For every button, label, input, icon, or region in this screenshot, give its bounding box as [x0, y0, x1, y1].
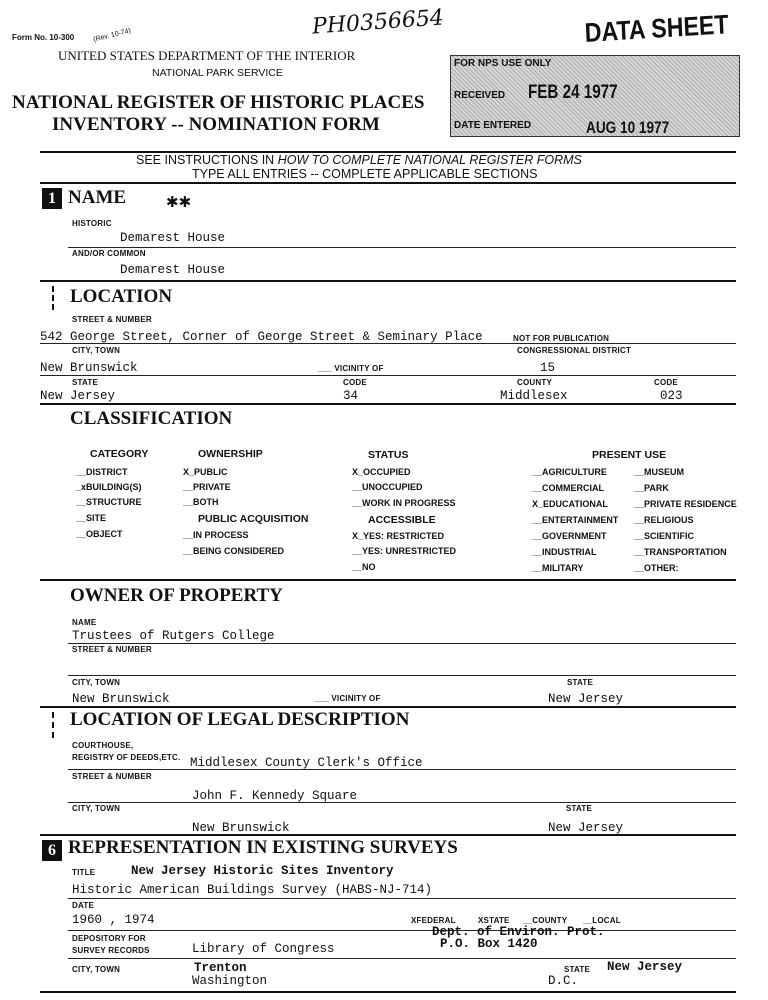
section-title-name: NAME	[68, 187, 127, 208]
status-heading: STATUS	[368, 449, 409, 461]
legal-state-value: New Jersey	[548, 821, 624, 835]
owner-city-value: New Brunswick	[72, 692, 170, 706]
vicinity-label-text: VICINITY OF	[334, 364, 384, 373]
congressional-district-value: 15	[540, 361, 556, 375]
form-number: Form No. 10-300	[12, 33, 75, 42]
survey-date-label: DATE	[72, 901, 94, 910]
rule	[68, 247, 736, 248]
present-use-heading: PRESENT USE	[592, 449, 667, 461]
courthouse-label-1: COURTHOUSE,	[72, 741, 134, 750]
present-use-option: __PRIVATE RESIDENCE	[634, 499, 737, 509]
status-option: __WORK IN PROGRESS	[352, 498, 456, 508]
rule	[68, 643, 736, 644]
acquisition-option: __BEING CONSIDERED	[183, 546, 285, 556]
accessible-option: X_YES: RESTRICTED	[352, 531, 445, 541]
depository-label-1: DEPOSITORY FOR	[72, 934, 146, 943]
survey-title-label: TITLE	[72, 868, 96, 877]
rule	[68, 769, 736, 770]
historic-value: Demarest House	[120, 231, 226, 245]
accessible-heading: ACCESSIBLE	[368, 514, 436, 526]
present-use-option: __COMMERCIAL	[532, 483, 605, 493]
category-heading: CATEGORY	[90, 448, 149, 460]
category-option: __DISTRICT	[76, 467, 128, 477]
section-title-location: LOCATION	[70, 286, 173, 307]
county-code-value: 023	[660, 389, 683, 403]
service-name: NATIONAL PARK SERVICE	[152, 67, 283, 79]
survey-title-value-1: New Jersey Historic Sites Inventory	[131, 864, 394, 878]
rule	[40, 579, 736, 581]
local-option: __LOCAL	[583, 916, 621, 925]
ownership-option: __BOTH	[183, 497, 219, 507]
ownership-heading: OWNERSHIP	[198, 448, 263, 460]
instructions-italic: HOW TO COMPLETE NATIONAL REGISTER FORMS	[277, 153, 582, 167]
rule	[40, 343, 736, 344]
owner-state-label: STATE	[567, 678, 594, 687]
not-for-publication-label: NOT FOR PUBLICATION	[513, 334, 610, 343]
present-use-option: __MUSEUM	[634, 467, 685, 477]
courthouse-label-2: REGISTRY OF DEEDS,ETC.	[72, 753, 181, 762]
survey-city-value: Washington	[192, 974, 268, 988]
county-value: Middlesex	[500, 389, 568, 403]
owner-street-label: STREET & NUMBER	[72, 645, 152, 654]
depository-value: Library of Congress	[192, 942, 335, 956]
asterisk-marks: ✱✱	[166, 194, 192, 211]
rule	[68, 898, 736, 899]
accessible-option: __YES: UNRESTRICTED	[352, 546, 457, 556]
present-use-option: __INDUSTRIAL	[532, 547, 597, 557]
present-use-option: __OTHER:	[634, 563, 679, 573]
survey-date-value: 1960 , 1974	[72, 913, 155, 927]
historic-label: HISTORIC	[72, 219, 112, 228]
present-use-option: X_EDUCATIONAL	[532, 499, 608, 509]
rule	[40, 280, 736, 282]
rule	[40, 834, 736, 836]
acquisition-option: __IN PROCESS	[183, 530, 249, 540]
owner-name-label: NAME	[72, 618, 97, 627]
section-marker	[52, 286, 56, 310]
rule	[68, 958, 736, 959]
form-revision: (Rev. 10-74)	[92, 27, 132, 44]
rule	[40, 706, 736, 708]
instructions-line1	[136, 153, 582, 167]
state-code-label: CODE	[343, 378, 367, 387]
vicinity-label: ___ VICINITY OF	[318, 364, 384, 373]
county-option: __COUNTY	[523, 916, 568, 925]
county-label: COUNTY	[517, 378, 552, 387]
state-code-value: 34	[343, 389, 359, 403]
nps-use-only-label: FOR NPS USE ONLY	[454, 58, 552, 69]
section-title-legal: LOCATION OF LEGAL DESCRIPTION	[70, 709, 410, 730]
state-value: New Jersey	[40, 389, 116, 403]
received-date-stamp: FEB 24 1977	[528, 82, 618, 103]
category-option: __STRUCTURE	[76, 497, 142, 507]
rule	[40, 182, 736, 184]
congressional-district-label: CONGRESSIONAL DISTRICT	[517, 346, 632, 355]
instructions-line2: TYPE ALL ENTRIES -- COMPLETE APPLICABLE SECTIONS	[192, 167, 538, 181]
date-entered-stamp: AUG 10 1977	[586, 118, 670, 137]
rule	[40, 991, 736, 993]
accessible-option: __NO	[352, 562, 376, 572]
legal-city-label: CITY, TOWN	[72, 804, 121, 813]
survey-city-value-over: Trenton	[194, 961, 247, 975]
section-title-owner: OWNER OF PROPERTY	[70, 585, 283, 606]
section-title-classification: CLASSIFICATION	[70, 408, 233, 429]
survey-city-label: CITY, TOWN	[72, 965, 121, 974]
present-use-option: __AGRICULTURE	[532, 467, 607, 477]
form-title-line2: INVENTORY -- NOMINATION FORM	[52, 114, 380, 135]
legal-city-value: New Brunswick	[192, 821, 290, 835]
legal-street-label: STREET & NUMBER	[72, 772, 152, 781]
state-label: STATE	[72, 378, 99, 387]
legal-street-value: John F. Kennedy Square	[192, 789, 358, 803]
owner-vicinity-label-text: VICINITY OF	[331, 694, 381, 703]
city-value: New Brunswick	[40, 361, 138, 375]
depository-label-2: SURVEY RECORDS	[72, 946, 150, 955]
present-use-option: __TRANSPORTATION	[634, 547, 727, 557]
street-value: 542 George Street, Corner of George Street & Seminary Place	[40, 330, 483, 344]
ownership-option: __PRIVATE	[183, 482, 231, 492]
rule	[68, 802, 736, 803]
state-option: XSTATE	[478, 916, 510, 925]
rule	[68, 675, 736, 676]
status-option: X_OCCUPIED	[352, 467, 411, 477]
legal-state-label: STATE	[566, 804, 593, 813]
present-use-option: __SCIENTIFIC	[634, 531, 695, 541]
survey-title-value-2: Historic American Buildings Survey (HABS-NJ-714)	[72, 883, 433, 897]
rule	[40, 375, 736, 376]
owner-name-value: Trustees of Rutgers College	[72, 629, 275, 643]
category-option: __SITE	[76, 513, 107, 523]
county-code-label: CODE	[654, 378, 678, 387]
survey-state-value-over: New Jersey	[607, 960, 683, 974]
present-use-option: __GOVERNMENT	[532, 531, 607, 541]
ownership-option: X_PUBLIC	[183, 467, 228, 477]
survey-state-label: STATE	[564, 965, 591, 974]
present-use-option: __MILITARY	[532, 563, 584, 573]
depository-value-2a: Dept. of Environ. Prot.	[432, 925, 605, 939]
form-title-line1: NATIONAL REGISTER OF HISTORIC PLACES	[12, 92, 425, 113]
rule	[40, 403, 736, 405]
present-use-option: __ENTERTAINMENT	[532, 515, 619, 525]
received-label: RECEIVED	[454, 90, 506, 101]
instructions-text: SEE INSTRUCTIONS IN	[136, 153, 278, 167]
category-option: __OBJECT	[76, 529, 123, 539]
courthouse-value: Middlesex County Clerk's Office	[190, 756, 423, 770]
section-number-badge: 1	[42, 188, 62, 209]
public-acquisition-heading: PUBLIC ACQUISITION	[198, 513, 309, 525]
owner-vicinity-label: ___ VICINITY OF	[315, 694, 381, 703]
status-option: __UNOCCUPIED	[352, 482, 423, 492]
owner-city-label: CITY, TOWN	[72, 678, 121, 687]
present-use-option: __PARK	[634, 483, 669, 493]
section-title-surveys: REPRESENTATION IN EXISTING SURVEYS	[68, 837, 458, 858]
street-label: STREET & NUMBER	[72, 315, 152, 324]
city-label: CITY, TOWN	[72, 346, 121, 355]
depository-value-2b: P.O. Box 1420	[440, 937, 538, 951]
common-value: Demarest House	[120, 263, 226, 277]
handwritten-id: PH0356654	[311, 5, 445, 40]
federal-option: XFEDERAL	[411, 916, 456, 925]
section-marker	[52, 712, 56, 738]
data-sheet-stamp: DATA SHEET	[584, 9, 730, 48]
present-use-option: __RELIGIOUS	[634, 515, 694, 525]
common-label: AND/OR COMMON	[72, 249, 146, 258]
category-option: _xBUILDING(S)	[76, 482, 142, 492]
rule	[68, 930, 736, 931]
department-name: UNITED STATES DEPARTMENT OF THE INTERIOR	[58, 48, 356, 63]
section-number-badge: 6	[42, 840, 62, 861]
survey-state-value: D.C.	[548, 974, 579, 988]
owner-state-value: New Jersey	[548, 692, 624, 706]
date-entered-label: DATE ENTERED	[454, 120, 532, 131]
